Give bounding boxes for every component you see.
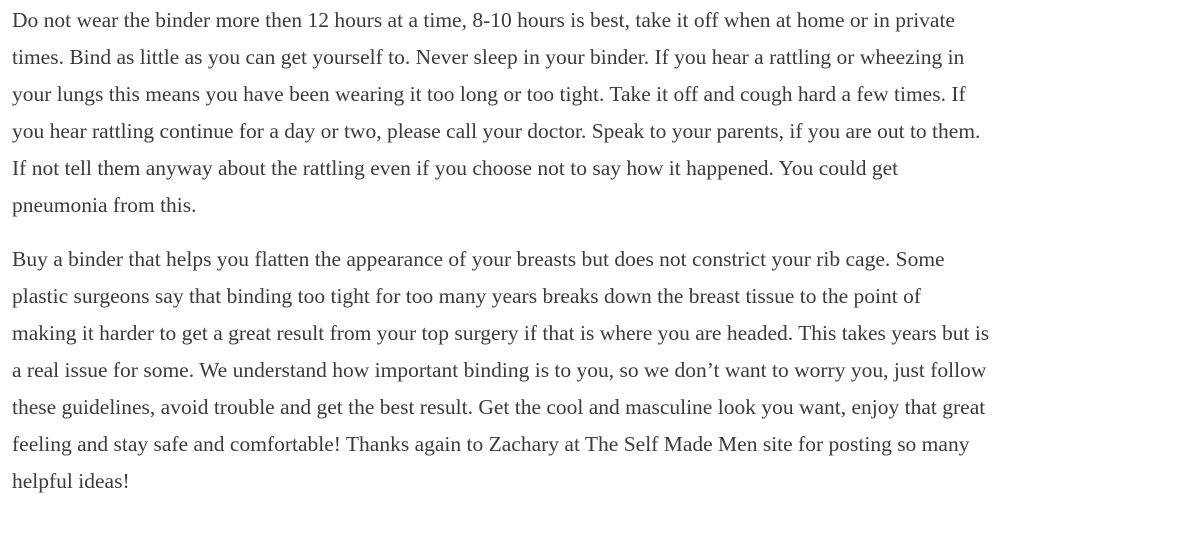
- text-line: your lungs this means you have been wearing it too long or too tight. Take it off and cough hard a few times. If: [12, 82, 966, 106]
- paragraph-binder-wear-time: [12, 2, 1057, 224]
- paragraph-buying-binder: [12, 241, 1057, 500]
- article-body: [12, 2, 1057, 500]
- text-line: times. Bind as little as you can get yourself to. Never sleep in your binder. If you hear a rattling or wheezing in: [12, 45, 965, 69]
- text-line: Do not wear the binder more then 12 hours at a time, 8-10 hours is best, take it off when at home or in private: [12, 8, 955, 32]
- text-line: feeling and stay safe and comfortable! Thanks again to Zachary at The Self Made Men site for posting so many: [12, 432, 970, 456]
- text-line: If not tell them anyway about the rattling even if you choose not to say how it happened. You could get: [12, 156, 899, 180]
- text-line: helpful ideas!: [12, 469, 130, 493]
- text-line: Buy a binder that helps you flatten the appearance of your breasts but does not constrict your rib cage. Some: [12, 247, 945, 271]
- text-line: making it harder to get a great result from your top surgery if that is where you are headed. This takes years but is: [12, 321, 990, 345]
- text-line: a real issue for some. We understand how important binding is to you, so we don’t want to worry you, just follow: [12, 358, 987, 382]
- text-line: you hear rattling continue for a day or two, please call your doctor. Speak to your parents, if you are out to them.: [12, 119, 981, 143]
- text-line: these guidelines, avoid trouble and get the best result. Get the cool and masculine look you want, enjoy that great: [12, 395, 986, 419]
- text-line: plastic surgeons say that binding too tight for too many years breaks down the breast tissue to the point of: [12, 284, 922, 308]
- text-line: pneumonia from this.: [12, 193, 197, 217]
